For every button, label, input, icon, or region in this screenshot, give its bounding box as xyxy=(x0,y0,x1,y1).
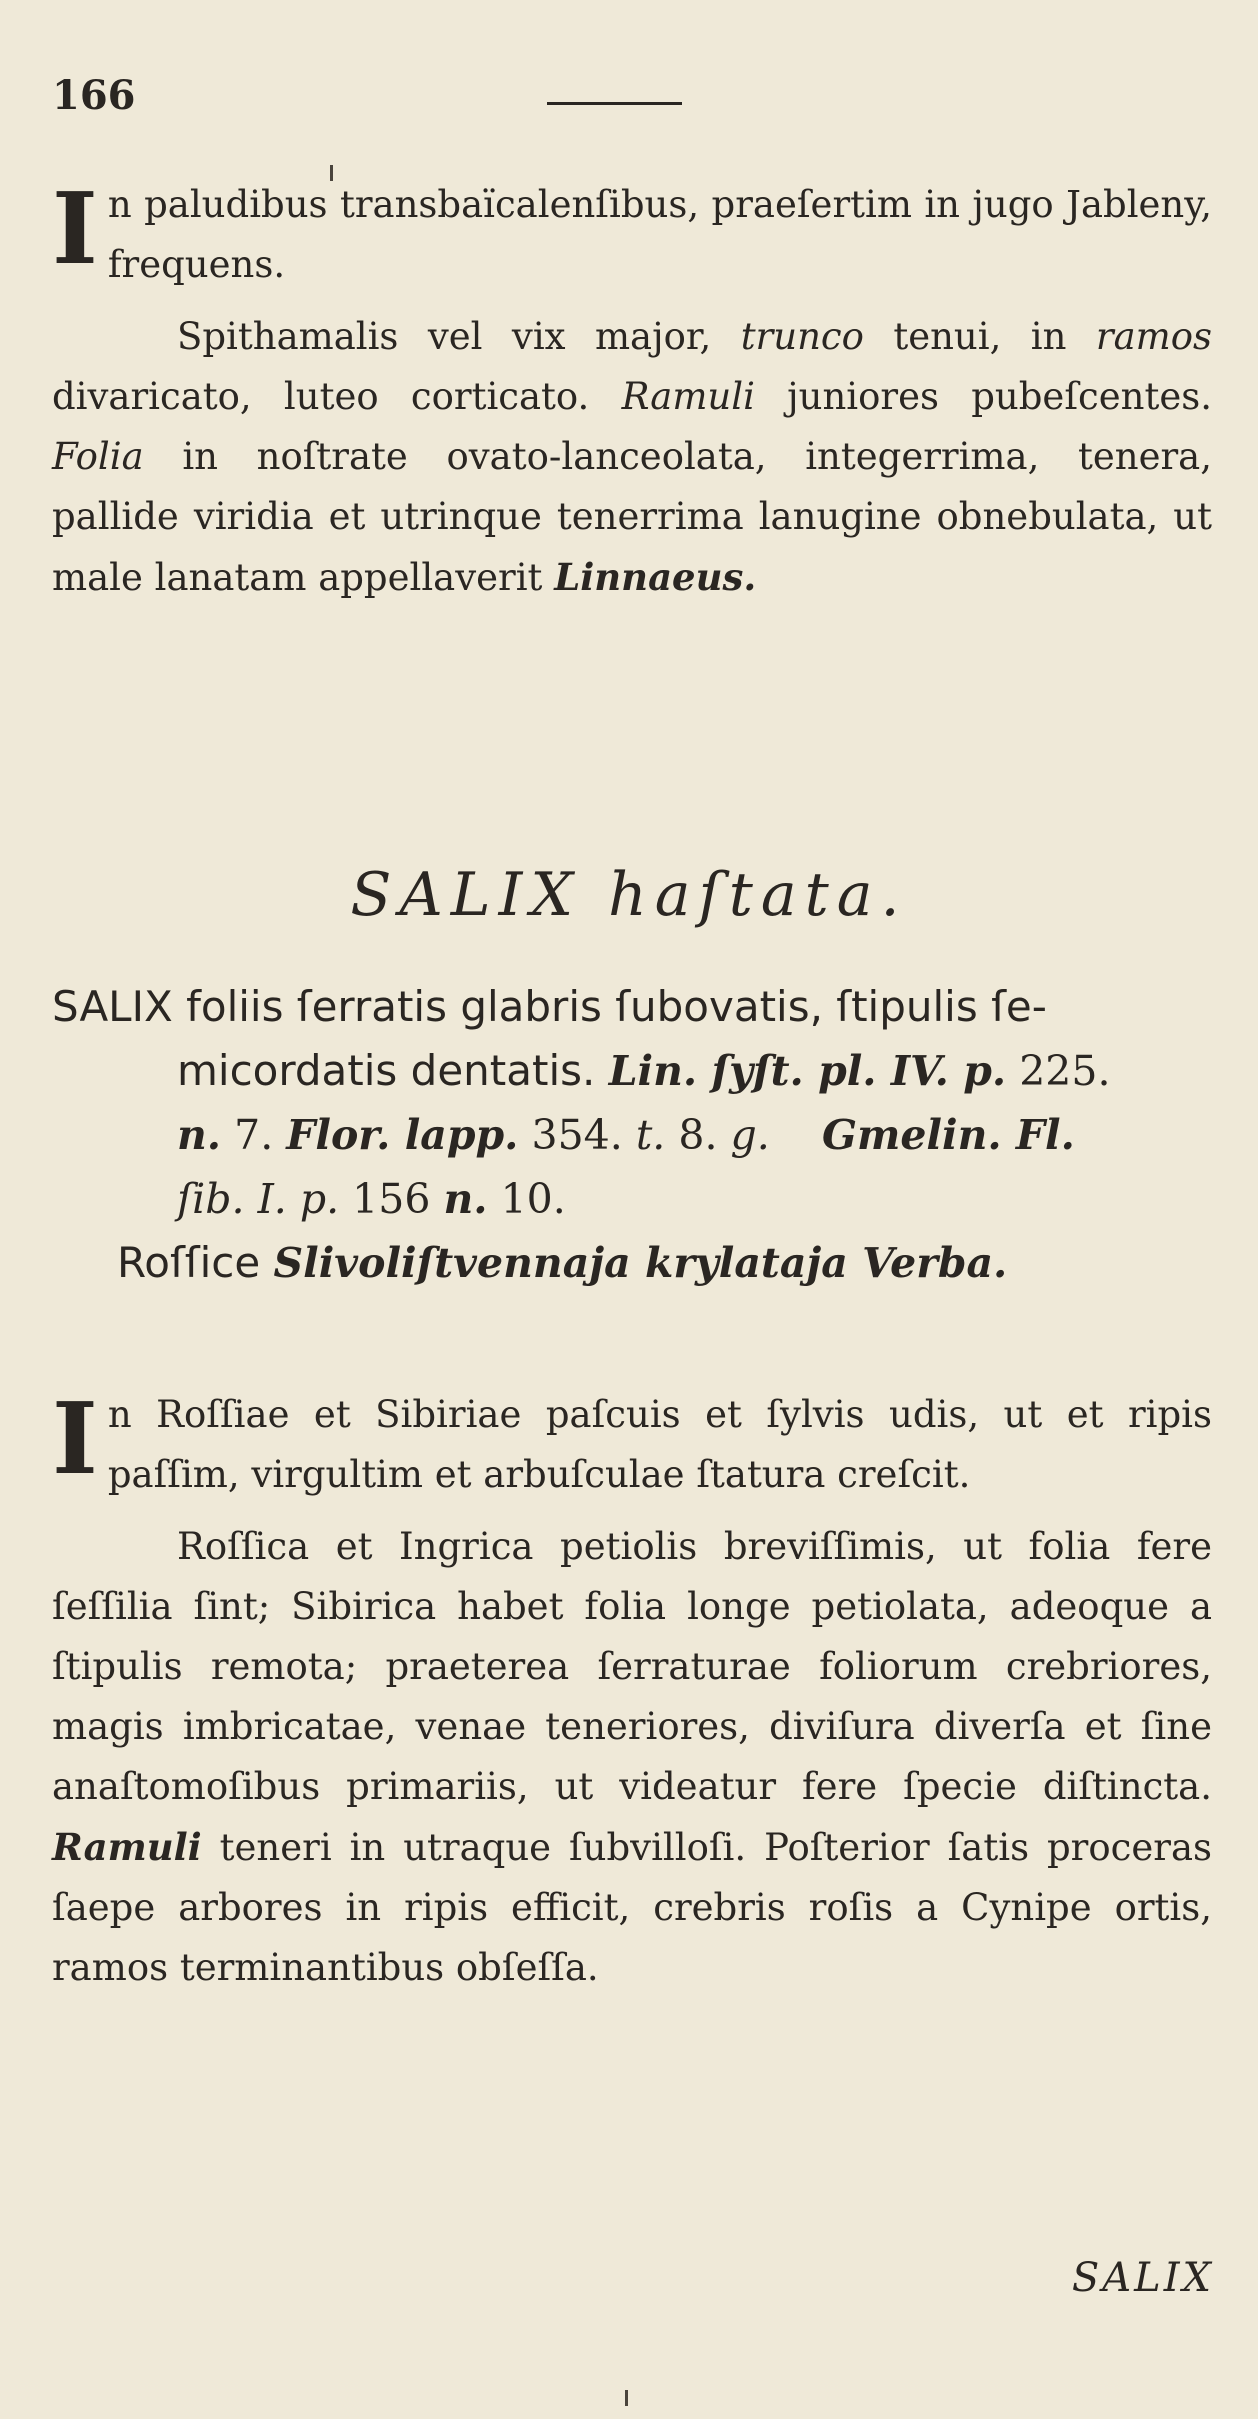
desc-text-3: divaricato, luteo corticato. xyxy=(52,375,622,418)
page-header xyxy=(52,72,1206,132)
drop-cap: I xyxy=(52,172,98,287)
syn-l2-ref: Lin. ſyſt. pl. IV. p. xyxy=(608,1047,1007,1095)
syn-l4-d: 10. xyxy=(487,1175,566,1223)
print-speck xyxy=(330,165,333,181)
syn-l2-num: 225. xyxy=(1006,1047,1111,1095)
synonymy-line-1: SALIX foliis ſerratis glabris ſubovatis, ſtipulis ſe- xyxy=(52,982,1047,1031)
desc-text-1: Spithamalis vel vix major, xyxy=(177,315,741,358)
description-paragraph xyxy=(52,307,1212,608)
habitat-text: n paludibus transbaïcalenſibus, praeſertim in jugo Jableny, frequens. xyxy=(107,183,1212,286)
comparison-paragraph xyxy=(52,1517,1212,1998)
desc-italic-ramuli: Ramuli xyxy=(621,375,755,418)
catchword: SALIX xyxy=(1071,2255,1214,2301)
page-number: 166 xyxy=(52,72,136,119)
syn-l3-b: 7. xyxy=(221,1111,287,1159)
syn-l3-e: t. xyxy=(635,1111,666,1159)
syn-l5-italic: Slivoliſtvennaja krylataja Verba. xyxy=(273,1239,1008,1287)
desc-text-4: juniores pubeſcentes. xyxy=(754,375,1212,418)
desc-text-2: tenui, in xyxy=(863,315,1096,358)
syn-l4-b: 156 xyxy=(339,1175,444,1223)
desc-italic-trunco: trunco xyxy=(740,315,864,358)
synonymy-line-3 xyxy=(52,1103,1212,1167)
distribution-section xyxy=(52,1382,1212,1998)
distribution-paragraph xyxy=(52,1382,1212,1505)
desc-italic-ramos: ramos xyxy=(1095,315,1213,358)
comp-italic-ramuli: Ramuli xyxy=(52,1825,202,1869)
habitat-section xyxy=(52,172,1213,608)
syn-l3-h: Gmelin. Fl. xyxy=(821,1111,1075,1159)
syn-l3-a: n. xyxy=(177,1111,222,1159)
syn-l3-d: 354. xyxy=(518,1111,636,1159)
synonymy-line-4 xyxy=(52,1167,1212,1231)
desc-italic-linnaeus: Linnaeus. xyxy=(554,555,757,599)
syn-l3-f: 8. xyxy=(665,1111,731,1159)
distribution-text: n Roſſiae et Sibiriae paſcuis et ſylvis udis, ut et ripis paſſim, virgultim et arbuſculae ſtatura creſcit. xyxy=(107,1393,1212,1496)
header-rule xyxy=(547,102,682,105)
synonymy-line-5 xyxy=(52,1231,1212,1295)
print-speck xyxy=(625,2390,628,2406)
syn-l2-plain: micordatis dentatis. xyxy=(177,1046,609,1095)
syn-l4-a: ſib. I. p. xyxy=(177,1175,340,1223)
desc-text-5: in noſtrate ovato-lanceolata, integerrima, tenera, pallide viridia et utrinque tenerrima lanugine obnebulata, ut male lanatam appellaverit xyxy=(52,435,1212,599)
drop-cap-2: I xyxy=(52,1382,98,1497)
syn-l3-c: Flor. lapp. xyxy=(286,1111,519,1159)
syn-l5-plain: Roſſice xyxy=(117,1238,274,1287)
desc-italic-folia: Folia xyxy=(52,435,144,478)
synonymy-block xyxy=(52,975,1212,1295)
syn-l3-g: g. xyxy=(730,1111,770,1159)
habitat-paragraph xyxy=(52,172,1212,295)
comp-text-2: teneri in utraque ſubvilloſi. Poſterior ſatis proceras ſaepe arbores in ripis efficit, crebris roſis a Cynipe ortis, ramos terminantibus obſeſſa. xyxy=(52,1826,1212,1989)
comp-text-1: Roſſica et Ingrica petiolis breviſſimis, ut folia fere ſeſſilia ſint; Sibirica habet folia longe petiolata, adeoque a ſtipulis remota; praeterea ſerraturae foliorum crebriores, magis imbricatae, venae teneriores, diviſura diverſa et ſine anaſtomoſibus primariis, ut videatur fere ſpecie diſtincta. xyxy=(52,1525,1212,1808)
synonymy-line-2 xyxy=(52,1039,1212,1103)
species-heading: SALIX haſtata. xyxy=(350,860,908,930)
syn-l4-c: n. xyxy=(443,1175,488,1223)
